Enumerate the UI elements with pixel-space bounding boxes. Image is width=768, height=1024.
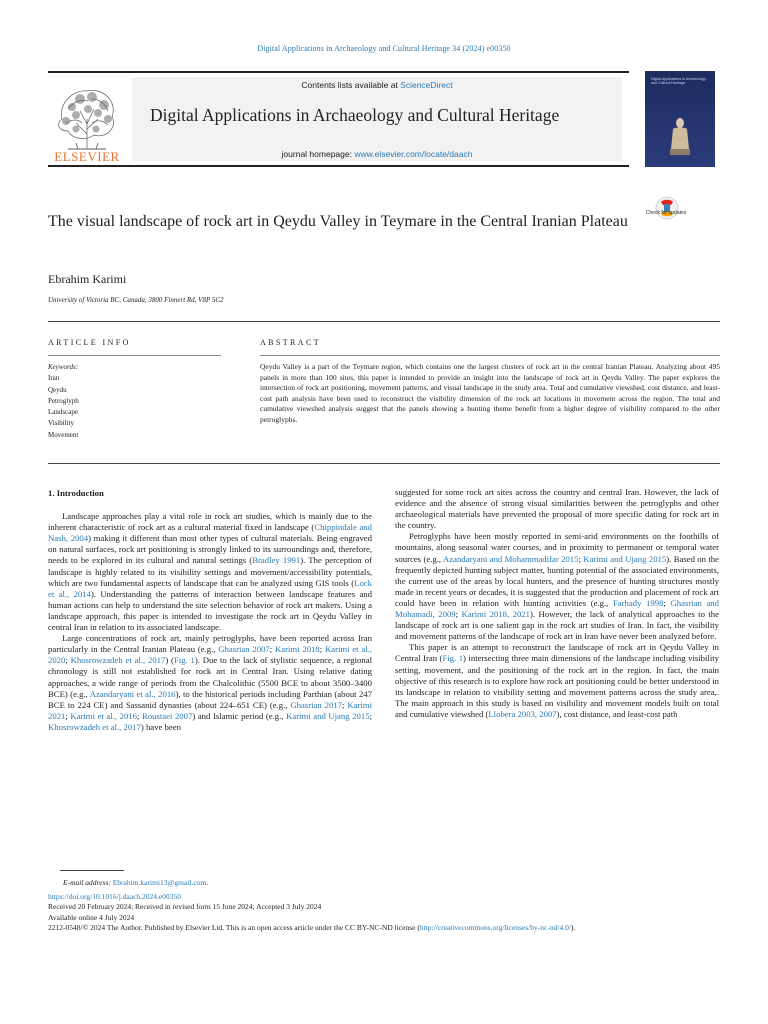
- author-email-link[interactable]: Ebrahim.karimi13@gmail.com: [112, 878, 207, 887]
- keyword: Movement: [48, 430, 79, 439]
- citation-link[interactable]: Khosrowzadeh et al., 2017: [48, 721, 141, 732]
- keyword: Petroglyph: [48, 396, 79, 405]
- citation-link[interactable]: Farhady 1998: [612, 597, 664, 608]
- article-footer: [48, 878, 728, 934]
- citation-link[interactable]: Ghasrian and Mohamadi, 2009: [395, 597, 719, 620]
- article-info-heading: ARTICLE INFO: [48, 338, 131, 347]
- journal-title: Digital Applications in Archaeology and Cultural Heritage: [150, 105, 560, 125]
- received-dates: Received 20 February 2024; Received in revised form 15 June 2024; Accepted 3 July 2024: [48, 902, 322, 912]
- paragraph: suggested for some rock art sites across the country and central Iran. However, the lack of evidence and the absence of strong visual similarities between the petroglyphs and other archaeological materials have prevented the proposal of more specific dating for rock art in the country.: [395, 487, 719, 531]
- citation-link[interactable]: Azandaryani and Mohammadifar 2015: [442, 553, 579, 564]
- keyword: Iran: [48, 374, 60, 383]
- citation-link[interactable]: Ghasrian 2017: [290, 699, 343, 710]
- cover-title: Digital Applications in Archaeology and Cultural Heritage: [651, 77, 706, 86]
- paragraph: Landscape approaches play a vital role in rock art studies, which is mainly due to the inherent characteristic of rock art as a cultural material fixed in landscape (Chippindale and Nash, 2004) making it different than most other types of cultural materials. Being engraved on natural surfaces, rock art positioning is strongly linked to its surroundings and, therefore, needs to be explored in its cultural and natural settings (Bradley 1991). The perception of landscape is highly related to its visibility settings and movement/accessibility potentials, which are two fundamental aspects of landscape that can be analyzed using GIS tools (Lock et al., 2014). Understanding the patterns of interaction between landscape features and human actions can help to understand the site selection behavior of rock art makers. Using a landscape approach, this paper is intended to investigate the rock art in Qeydu Valley in central Iran in relation to its associated landscape.: [48, 511, 373, 633]
- doi-link[interactable]: https://doi.org/10.1016/j.daach.2024.e00350: [48, 891, 181, 901]
- citation-link[interactable]: Bradley 1991: [252, 555, 301, 566]
- homepage-line: [132, 149, 622, 159]
- article-title: The visual landscape of rock art in Qeydu Valley in Teymare in the Central Iranian Plateau: [48, 213, 628, 230]
- contents-line: [132, 80, 622, 90]
- paragraph: Large concentrations of rock art, mainly petroglyphs, have been reported across Iran particularly in the Central Iranian Plateau (e.g., Ghasrian 2007; Karimi 2018; Karimi et al., 2020; Khosrowzadeh et al., 2017) (Fig. 1). Due to the lack of stylistic sequence, a regional chronology is still not established for rock art in Central Iran. Using relative dating approaches, a wide range of periods from the Chalcolithic (5500 BCE to about 3500–3400 BCE) (e.g., Azandaryani et al., 2016), to the historical periods including Parthian (about 247 BCE to 224 CE) and Sassanid dynasties (about 224–651 CE) (e.g., Ghasrian 2017; Karimi 2021; Karimi et al., 2016; Roustaei 2007) and Islamic period (e.g., Karimi and Ujang 2015; Khosrowzadeh et al., 2017) have been: [48, 633, 372, 732]
- body-column-right: [395, 487, 719, 720]
- journal-cover-thumbnail[interactable]: [645, 71, 715, 167]
- journal-homepage-link[interactable]: www.elsevier.com/locate/daach: [354, 149, 473, 159]
- license-statement: 2212-0548/© 2024 The Author. Published by Elsevier Ltd. This is an open access article under the CC BY-NC-ND license (http://creativecommons.org/licenses/by-nc-nd/4.0/).: [48, 923, 576, 933]
- citation-link[interactable]: Ghasrian 2007: [218, 644, 270, 655]
- check-for-updates-label[interactable]: Check for updates: [645, 210, 687, 216]
- citation-link[interactable]: Karimi et al., 2020: [48, 644, 372, 666]
- masthead-bottom-rule: [48, 165, 629, 167]
- citation-link[interactable]: Roustaei 2007: [141, 710, 193, 721]
- keyword: Qeydu: [48, 385, 67, 394]
- paragraph: Petroglyphs have been mostly reported in semi-arid environments on the foothills of mountains, along seasonal water courses, and in proximity to permanent or temporal water sources (e.g., Azandaryani and Mohammadifar 2015; Karimi and Ujang 2015). Based on the frequently depicted hunting subject matter, hunting potential of the associated environments, the current use of the areas by local hunters, and the presence of hunting structures mostly made in recent years or decades, it is suggested that the production and placement of rock art could have been in relation with hunting activities (e.g., Farhady 1998; Ghasrian and Mohamadi, 2009; Karimi 2018, 2021). However, the lack of analytical approaches to the landscape of rock art is one salient gap in the rock art studies of Iran. In fact, the visibility and movement patterns of the landscape of rock art in Iran have never been analyzed before.: [395, 531, 720, 642]
- contents-prefix: Contents lists available at: [301, 80, 401, 90]
- citation-link[interactable]: Lock et al., 2014: [48, 577, 372, 599]
- citation-link[interactable]: Khosrowzadeh et al., 2017: [70, 655, 166, 666]
- section-heading: 1. Introduction: [48, 488, 104, 498]
- available-online: Available online 4 July 2024: [48, 912, 135, 922]
- journal-reference[interactable]: Digital Applications in Archaeology and Cultural Heritage 34 (2024) e00350: [257, 44, 511, 53]
- footnote-rule: [60, 870, 124, 871]
- sciencedirect-link[interactable]: ScienceDirect: [400, 80, 453, 90]
- figure-link[interactable]: Fig. 1: [173, 655, 195, 666]
- divider: [48, 463, 720, 464]
- citation-link[interactable]: Chippindale and Nash, 2004: [48, 522, 372, 544]
- abstract-rule: [260, 355, 720, 356]
- citation-link[interactable]: Llobera 2003, 2007: [488, 708, 557, 719]
- elsevier-wordmark[interactable]: ELSEVIER: [54, 149, 120, 164]
- author-affiliation: University of Victoria BC, Canada, 3800 Finnert Rd, V8P 5C2: [48, 296, 224, 304]
- citation-link[interactable]: Karimi and Ujang 2015: [583, 553, 667, 564]
- paragraph: This paper is an attempt to reconstruct the landscape of rock art in Qeydu Valley in Central Iran (Fig. 1) intersecting three main dimensions of the landscape including visibility setting, movement, and the positioning of the rock art in the region. In fact, the main objective of this research is to explore how rock art positioning could be better understood in its landscape in relation to visibility setting and movement patterns across the study area,. The main approach in this study is based on visibility and movement models built on total and cumulative viewshed (Llobera 2003, 2007), cost distance, and least-cost path: [395, 642, 720, 719]
- keyword: Landscape: [48, 408, 78, 417]
- email-line: E-mail address: Ebrahim.karimi13@gmail.com.: [63, 878, 209, 887]
- divider: [48, 321, 720, 322]
- citation-link[interactable]: Karimi and Ujang 2015: [286, 710, 370, 721]
- keywords-list: [48, 362, 79, 441]
- homepage-prefix: journal homepage:: [281, 149, 355, 159]
- figure-link[interactable]: Fig. 1: [442, 653, 464, 664]
- citation-link[interactable]: Karimi 2021: [48, 699, 372, 721]
- masthead-top-rule: [48, 71, 629, 73]
- citation-link[interactable]: Azandaryani et al., 2016: [89, 688, 176, 699]
- body-column-left: [48, 486, 372, 733]
- citation-link[interactable]: Karimi et al., 2016: [70, 710, 137, 721]
- citation-link[interactable]: Karimi 2018: [274, 644, 320, 655]
- abstract-heading: ABSTRACT: [260, 338, 321, 347]
- keyword: Visibility: [48, 419, 75, 428]
- statue-image: [667, 115, 693, 157]
- citation-link[interactable]: Karimi 2018, 2021: [461, 609, 531, 620]
- keywords-rule: [48, 355, 221, 356]
- journal-banner: [132, 77, 622, 161]
- keywords-label: Keywords:: [48, 363, 79, 371]
- abstract-text: Qeydu Valley is a part of the Teymare region, which contains one the largest clusters of rock art in the central Iranian Plateau. Analyzing about 495 panels in more than 100 sites, this paper is intended to provide an insight into the landscape of rock art in Qeydu Valley. The paper explores the intersection of rock art positioning, movement patterns, and visual landscape in the study area. Total and cumulative viewshed, cost distance, and least-cost path analysis have been used to reconstruct the visibility dimension of the rock art locations in movement across the region. The total and cumulative viewshed analysis suggest that the panels showing a hunting theme benefit from a higher degree of visibility compared to the other petroglyphs.: [260, 362, 720, 424]
- license-link[interactable]: http://creativecommons.org/licenses/by-nc-nd/4.0/: [419, 923, 571, 933]
- email-label: E-mail address:: [63, 878, 113, 887]
- masthead: [48, 71, 629, 167]
- author-name: Ebrahim Karimi: [48, 272, 127, 286]
